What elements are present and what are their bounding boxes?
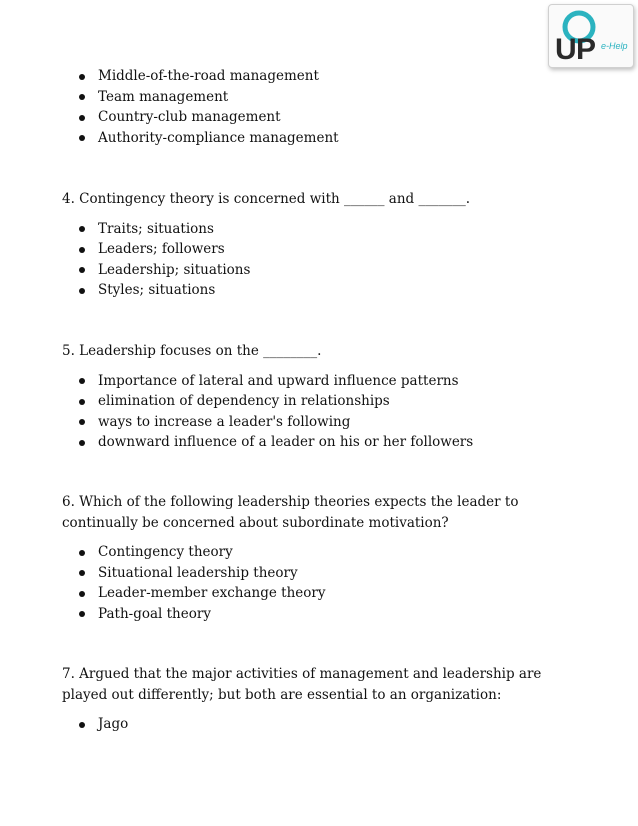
- options-list: [62, 542, 582, 624]
- up-ehelp-logo-icon: [549, 5, 633, 67]
- option-item[interactable]: Leadership; situations: [62, 260, 582, 281]
- question-text: 7. Argued that the major activities of management and leadership are played out differently; but both are essential to an organization:: [62, 666, 542, 703]
- bullet-icon: [79, 94, 85, 100]
- question-block-4: [62, 189, 582, 301]
- options-list: [62, 219, 582, 301]
- question-text: 5. Leadership focuses on the ________.: [62, 343, 322, 359]
- bullet-icon: [79, 378, 85, 384]
- option-item[interactable]: Contingency theory: [62, 542, 582, 563]
- options-list: [62, 371, 582, 453]
- question-block-5: [62, 341, 582, 453]
- bullet-icon: [79, 591, 85, 597]
- bullet-icon: [79, 267, 85, 273]
- bullet-icon: [79, 226, 85, 232]
- option-item[interactable]: Jago: [62, 714, 582, 735]
- option-item[interactable]: Leader-member exchange theory: [62, 583, 582, 604]
- bullet-icon: [79, 419, 85, 425]
- option-item[interactable]: Country-club management: [62, 107, 582, 128]
- option-item[interactable]: elimination of dependency in relationships: [62, 391, 582, 412]
- option-item[interactable]: Traits; situations: [62, 219, 582, 240]
- option-item[interactable]: ways to increase a leader's following: [62, 412, 582, 433]
- option-item[interactable]: downward influence of a leader on his or her followers: [62, 432, 582, 453]
- option-item[interactable]: Team management: [62, 87, 582, 108]
- bullet-icon: [79, 399, 85, 405]
- bullet-icon: [79, 550, 85, 556]
- logo-text-sub: e-Help: [601, 41, 628, 51]
- site-logo[interactable]: [548, 4, 634, 68]
- option-item[interactable]: Authority-compliance management: [62, 128, 582, 149]
- bullet-icon: [79, 135, 85, 141]
- bullet-icon: [79, 722, 85, 728]
- option-item[interactable]: Middle-of-the-road management: [62, 66, 582, 87]
- question-text: 6. Which of the following leadership theories expects the leader to continually be concerned about subordinate motivation?: [62, 494, 519, 531]
- question-text: 4. Contingency theory is concerned with ______ and _______.: [62, 191, 471, 207]
- bullet-icon: [79, 570, 85, 576]
- bullet-icon: [79, 288, 85, 294]
- bullet-icon: [79, 115, 85, 121]
- bullet-icon: [79, 247, 85, 253]
- question-block-7: [62, 664, 582, 735]
- bullet-icon: [79, 611, 85, 617]
- question-block-6: [62, 492, 582, 624]
- logo-text-main: U: [555, 33, 577, 66]
- bullet-icon: [79, 74, 85, 80]
- svg-text:P: P: [576, 33, 597, 66]
- option-item[interactable]: Styles; situations: [62, 280, 582, 301]
- question-block-continued: [62, 66, 582, 148]
- option-item[interactable]: Importance of lateral and upward influence patterns: [62, 371, 582, 392]
- option-item[interactable]: Leaders; followers: [62, 239, 582, 260]
- options-list: [62, 714, 582, 735]
- bullet-icon: [79, 440, 85, 446]
- option-item[interactable]: Situational leadership theory: [62, 563, 582, 584]
- options-list: [62, 66, 582, 148]
- option-item[interactable]: Path-goal theory: [62, 604, 582, 625]
